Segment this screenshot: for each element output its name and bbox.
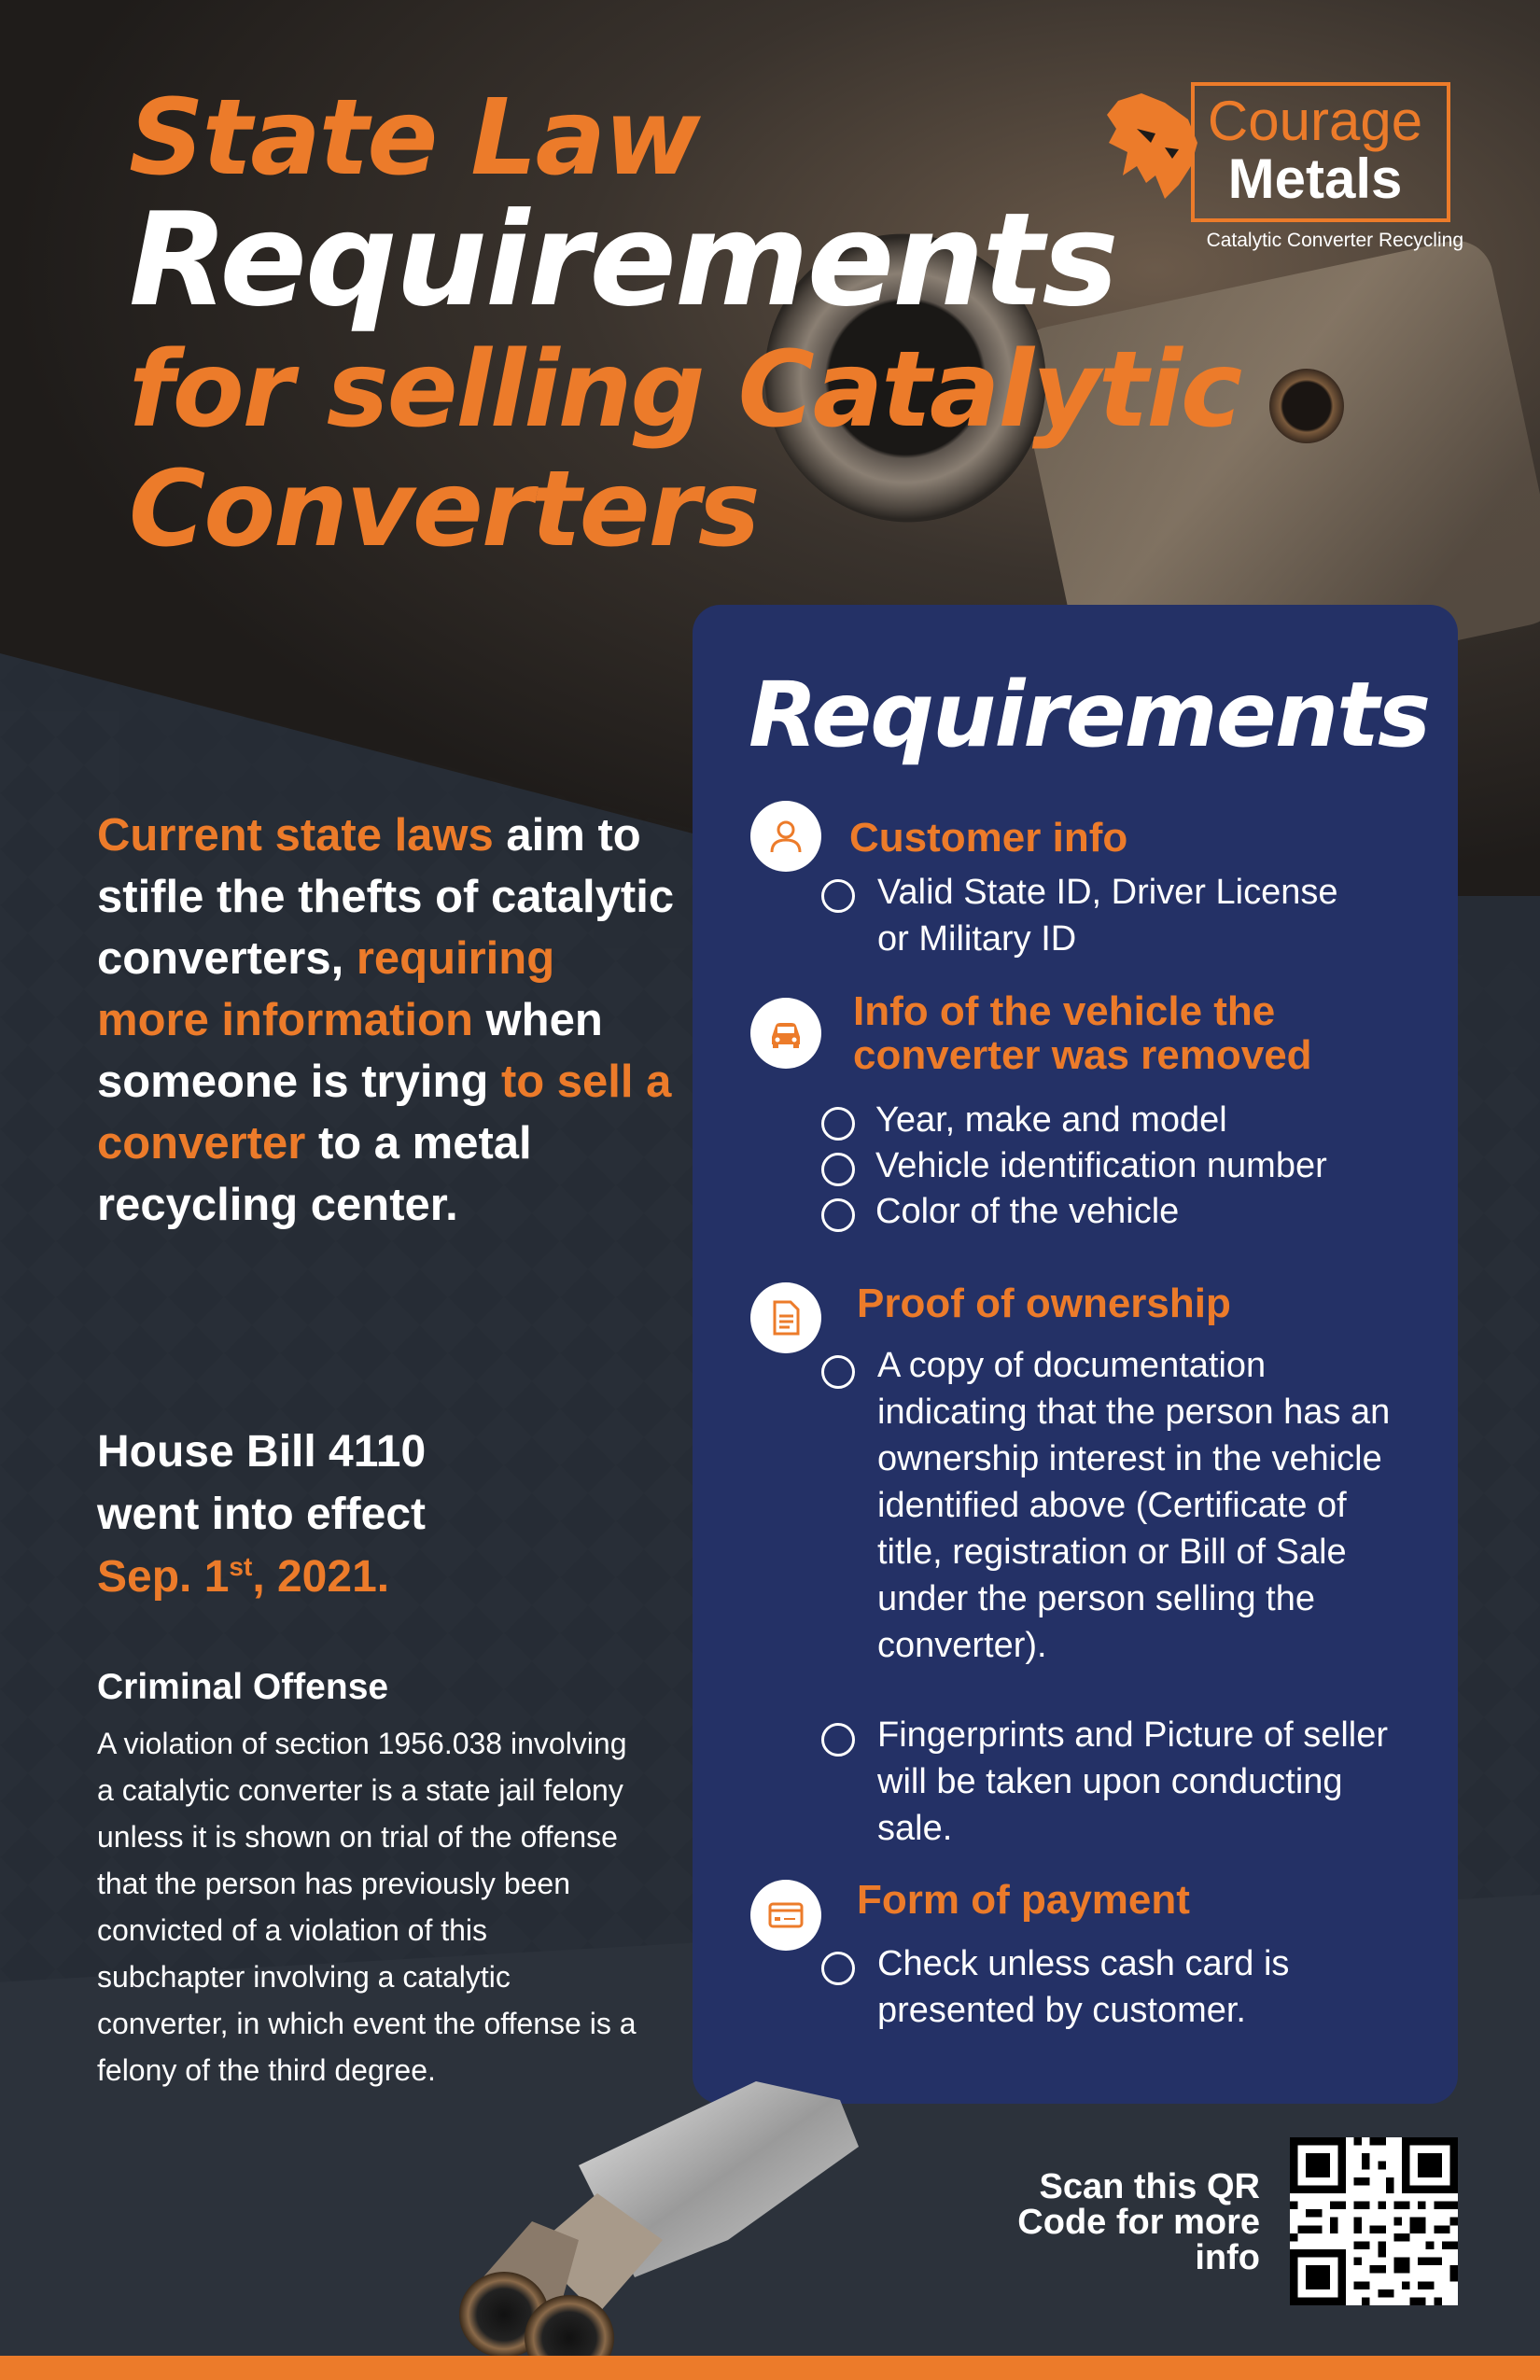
intro-paragraph bbox=[97, 805, 676, 1236]
requirements-panel bbox=[693, 605, 1458, 2104]
requirements-title: Requirements bbox=[749, 663, 1430, 767]
req-item: Check unless cash card is presented by customer. bbox=[877, 1944, 1290, 2030]
section-proof-of-ownership: Proof of ownership bbox=[857, 1281, 1231, 1326]
logo-word-metals: Metals bbox=[1227, 147, 1403, 210]
checkbox-circle bbox=[821, 1153, 855, 1186]
date-superscript: st bbox=[229, 1552, 253, 1581]
intro-highlight-1: Current state laws bbox=[97, 810, 494, 861]
intro-highlight-2: requiring more information bbox=[97, 933, 555, 1045]
document-icon bbox=[750, 1282, 821, 1353]
intro-text-3: to a metal recycling center. bbox=[97, 1118, 532, 1230]
logo-tagline: Catalytic Converter Recycling bbox=[1206, 230, 1463, 251]
section-form-of-payment: Form of payment bbox=[857, 1877, 1190, 1923]
title-line-3: for selling Catalytic Converters bbox=[129, 329, 1241, 570]
intro-highlight-3: to sell a converter bbox=[97, 1057, 672, 1169]
criminal-offense-body: A violation of section 1956.038 involving a catalytic converter is a state jail felony unless it is shown on trial of the offense that the person has previously been convicted of a violation of this subchapter involving a catalytic converter, in which event the offense is a felony of the third degree. bbox=[97, 1727, 637, 2087]
person-icon bbox=[750, 801, 821, 872]
checkbox-circle bbox=[821, 1107, 855, 1141]
house-bill-note bbox=[97, 1421, 620, 1608]
courage-metals-logo bbox=[1099, 82, 1463, 251]
catalytic-converter-image bbox=[448, 2063, 896, 2371]
qr-code-icon[interactable] bbox=[1290, 2137, 1458, 2305]
card-icon bbox=[750, 1880, 821, 1951]
checkbox-circle bbox=[821, 879, 855, 913]
date-suffix: , 2021. bbox=[252, 1552, 390, 1602]
checkbox-circle bbox=[821, 1355, 855, 1389]
criminal-offense-title: Criminal Offense bbox=[97, 1667, 389, 1707]
req-item: A copy of documentation indicating that the person has an ownership interest in the vehicle identified above (Certificate of title, registration or Bill of Sale under the person selling the converter). bbox=[877, 1346, 1391, 1665]
bottom-accent-bar bbox=[0, 2356, 1540, 2380]
bill-effective-date bbox=[97, 1546, 620, 1608]
intro-text-2: when someone is trying bbox=[97, 995, 603, 1107]
checkbox-circle bbox=[821, 1198, 855, 1232]
req-item: Vehicle identification number bbox=[875, 1146, 1327, 1185]
car-icon bbox=[750, 998, 821, 1069]
checkbox-circle bbox=[821, 1723, 855, 1757]
req-item: Year, make and model bbox=[875, 1100, 1227, 1140]
intro-text-1: aim to stifle the thefts of catalytic converters, bbox=[97, 810, 675, 984]
bill-line-2: went into effect bbox=[97, 1490, 427, 1539]
date-prefix: Sep. 1 bbox=[97, 1552, 230, 1602]
bill-line-1: House Bill 4110 bbox=[97, 1427, 427, 1477]
qr-caption: Scan this QR Code for more info bbox=[1017, 2167, 1260, 2277]
req-item: Fingerprints and Picture of seller will be taken upon conducting sale. bbox=[877, 1715, 1389, 1848]
cougar-head-icon bbox=[1099, 91, 1202, 203]
section-vehicle-info: Info of the vehicle the converter was removed bbox=[853, 988, 1312, 1078]
section-customer-info: Customer info bbox=[849, 815, 1128, 861]
title-line-1: State Law bbox=[129, 77, 699, 199]
req-item: Valid State ID, Driver License or Military ID bbox=[877, 873, 1338, 959]
title-line-2: Requirements bbox=[129, 185, 1117, 335]
req-item: Color of the vehicle bbox=[875, 1192, 1180, 1231]
logo-word-courage: Courage bbox=[1207, 90, 1423, 152]
checkbox-circle bbox=[821, 1952, 855, 1985]
